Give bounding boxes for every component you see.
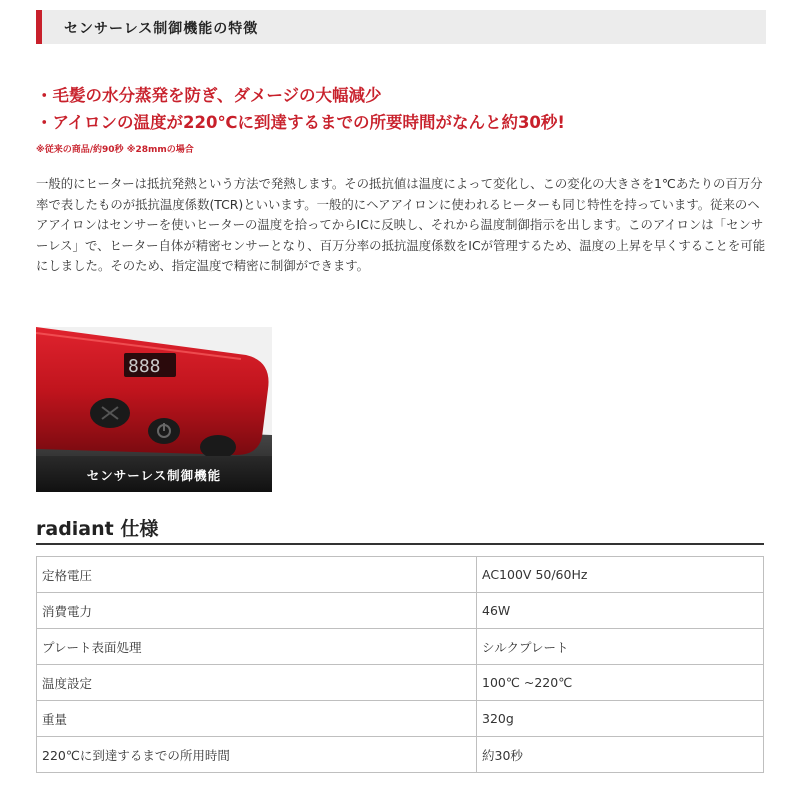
table-row	[37, 665, 764, 701]
highlight-2: ・アイロンの温度が220℃に到達するまでの所要時間がなんと約30秒!	[36, 113, 565, 132]
spec-label: 定格電圧	[37, 557, 477, 593]
spec-value: 46W	[477, 593, 764, 629]
image-caption-bar	[36, 456, 272, 492]
spec-value: 100℃ ~220℃	[477, 665, 764, 701]
spec-title: radiant 仕様	[36, 518, 159, 540]
table-row	[37, 629, 764, 665]
table-row	[37, 737, 764, 773]
product-image	[36, 327, 272, 492]
spec-value: 320g	[477, 701, 764, 737]
table-row	[37, 593, 764, 629]
section-header-title: センサーレス制御機能の特徴	[64, 21, 259, 37]
spec-label: 温度設定	[37, 665, 477, 701]
footnote: ※従来の商品/約90秒 ※28mmの場合	[36, 145, 194, 155]
spec-label: プレート表面処理	[37, 629, 477, 665]
spec-table	[36, 556, 764, 773]
table-row	[37, 701, 764, 737]
section-header	[36, 10, 766, 44]
spec-value: 約30秒	[477, 737, 764, 773]
spec-label: 消費電力	[37, 593, 477, 629]
led-display-digits: 888	[128, 356, 161, 377]
highlight-1: ・毛髪の水分蒸発を防ぎ、ダメージの大幅減少	[36, 86, 382, 105]
table-row	[37, 557, 764, 593]
spec-value: AC100V 50/60Hz	[477, 557, 764, 593]
spec-value: シルクプレート	[477, 629, 764, 665]
spec-label: 220℃に到達するまでの所用時間	[37, 737, 477, 773]
image-caption: センサーレス制御機能	[86, 468, 222, 483]
spec-divider	[36, 543, 764, 545]
description-text: 一般的にヒーターは抵抗発熱という方法で発熱します。その抵抗値は温度によって変化し、この変化の大きさを1℃あたりの百万分率で表したものが抵抗温度係数(TCR)といいます。一般的にヘアアイロンに使われるヒーターも同じ特性を持っています。従来のヘアアイロンはセンサーを使いヒーターの温度を拾ってからICに反映し、それから温度制御指示を出します。このアイロンは「センサーレス」で、ヒーター自体が精密センサーとなり、百万分率の抵抗温度係数をICが管理するため、温度の上昇を早くすることを可能にしました。そのため、指定温度で精密に制御ができます。	[36, 176, 766, 273]
spec-label: 重量	[37, 701, 477, 737]
